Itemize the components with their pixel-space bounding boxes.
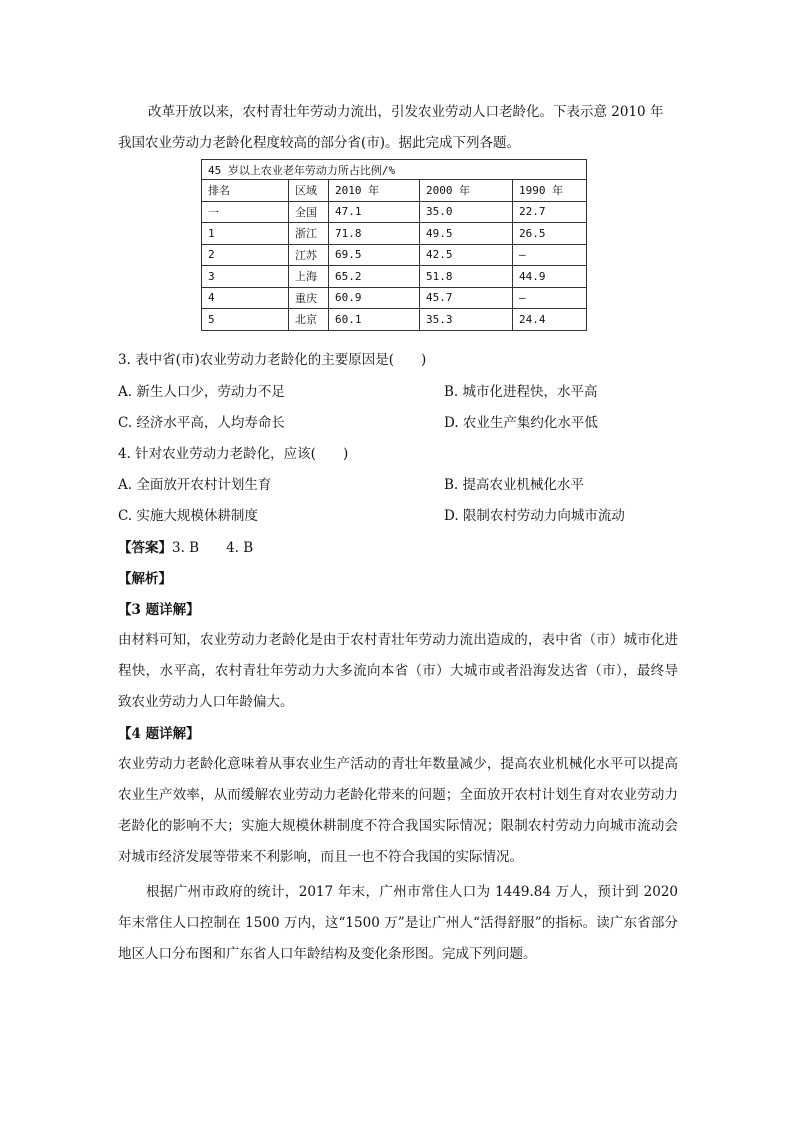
header-1990: 1990 年 [513, 180, 587, 202]
next-question-intro: 根据广州市政府的统计，2017 年末，广州市常住人口为 1449.84 万人，预计到 2020 年末常住人口控制在 1500 万内，这“1500 万”是让广州人“活得舒服”的指标。读广东省部分地区人口分布图和广东省人口年龄结构及变化条形图。完成下列问题。 [118, 884, 678, 962]
analysis-label: 【解析】 [118, 571, 172, 587]
header-2000: 2000 年 [420, 180, 513, 202]
cell-2000: 42.5 [420, 244, 513, 266]
table-row [202, 309, 587, 331]
question-4-option-b: B. 提高农业机械化水平 [444, 477, 585, 493]
cell-2000: 35.3 [420, 309, 513, 331]
question-3-option-a: A. 新生人口少，劳动力不足 [118, 384, 285, 400]
answer-label: 【答案】 [118, 540, 172, 556]
cell-rank: 3 [202, 266, 289, 288]
cell-region: 全国 [289, 201, 329, 223]
cell-1990: 24.4 [513, 309, 587, 331]
cell-rank: 2 [202, 244, 289, 266]
question-3-option-d: D. 农业生产集约化水平低 [444, 415, 598, 431]
cell-2010: 60.9 [329, 287, 420, 309]
question-3-stem: 3. 表中省(市)农业劳动力老龄化的主要原因是( ) [118, 352, 427, 368]
cell-2000: 45.7 [420, 287, 513, 309]
cell-1990: 22.7 [513, 201, 587, 223]
table-row [202, 266, 587, 288]
detail-4-text: 农业劳动力老龄化意味着从事农业生产活动的青壮年数量减少，提高农业机械化水平可以提高农业生产效率，从而缓解农业劳动力老龄化带来的问题；全面放开农村计划生育对农业劳动力老龄化的影响不大；实施大规模休耕制度不符合我国实际情况；限制农村劳动力向城市流动会对城市经济发展等带来不利影响，而且一也不符合我国的实际情况。 [118, 756, 678, 865]
cell-1990: 26.5 [513, 223, 587, 245]
cell-region: 重庆 [289, 287, 329, 309]
cell-1990: — [513, 287, 587, 309]
cell-2010: 71.8 [329, 223, 420, 245]
cell-2000: 49.5 [420, 223, 513, 245]
intro-line-2: 我国农业劳动力老龄化程度较高的部分省(市)。据此完成下列各题。 [118, 135, 521, 151]
cell-rank: 1 [202, 223, 289, 245]
question-4-option-d: D. 限制农村劳动力向城市流动 [444, 508, 625, 524]
detail-4-label: 【4 题详解】 [118, 726, 200, 742]
cell-1990: — [513, 244, 587, 266]
answer-value: 3. B 4. B [172, 540, 254, 556]
intro-line-1: 改革开放以来，农村青壮年劳动力流出，引发农业劳动人口老龄化。下表示意 2010 年 [148, 104, 664, 120]
cell-region: 北京 [289, 309, 329, 331]
cell-region: 上海 [289, 266, 329, 288]
question-3-option-c: C. 经济水平高，人均寿命长 [118, 415, 285, 431]
cell-1990: 44.9 [513, 266, 587, 288]
header-region: 区域 [289, 180, 329, 202]
cell-rank: 4 [202, 287, 289, 309]
cell-rank: 5 [202, 309, 289, 331]
table-row [202, 201, 587, 223]
question-4-option-c: C. 实施大规模休耕制度 [118, 508, 258, 524]
question-4-option-a: A. 全面放开农村计划生育 [118, 477, 272, 493]
cell-2010: 47.1 [329, 201, 420, 223]
aging-table [201, 159, 587, 331]
table-row [202, 287, 587, 309]
cell-2000: 35.0 [420, 201, 513, 223]
cell-region: 浙江 [289, 223, 329, 245]
cell-2010: 69.5 [329, 244, 420, 266]
question-3-option-b: B. 城市化进程快，水平高 [444, 384, 598, 400]
header-2010: 2010 年 [329, 180, 420, 202]
cell-2010: 60.1 [329, 309, 420, 331]
header-rank: 排名 [202, 180, 289, 202]
table-caption: 45 岁以上农业老年劳动力所占比例/% [202, 160, 587, 180]
table-header-row [202, 180, 587, 202]
cell-2010: 65.2 [329, 266, 420, 288]
cell-2000: 51.8 [420, 266, 513, 288]
table-row [202, 223, 587, 245]
table-row [202, 244, 587, 266]
detail-3-text: 由材料可知，农业劳动力老龄化是由于农村青壮年劳动力流出造成的，表中省（市）城市化进程快，水平高，农村青壮年劳动力大多流向本省（市）大城市或者沿海发达省（市），最终导致农业劳动力人口年龄偏大。 [118, 632, 678, 710]
detail-3-label: 【3 题详解】 [118, 602, 200, 618]
cell-rank: 一 [202, 201, 289, 223]
cell-region: 江苏 [289, 244, 329, 266]
question-4-stem: 4. 针对农业劳动力老龄化，应该( ) [118, 446, 349, 462]
answer-line [118, 538, 253, 558]
